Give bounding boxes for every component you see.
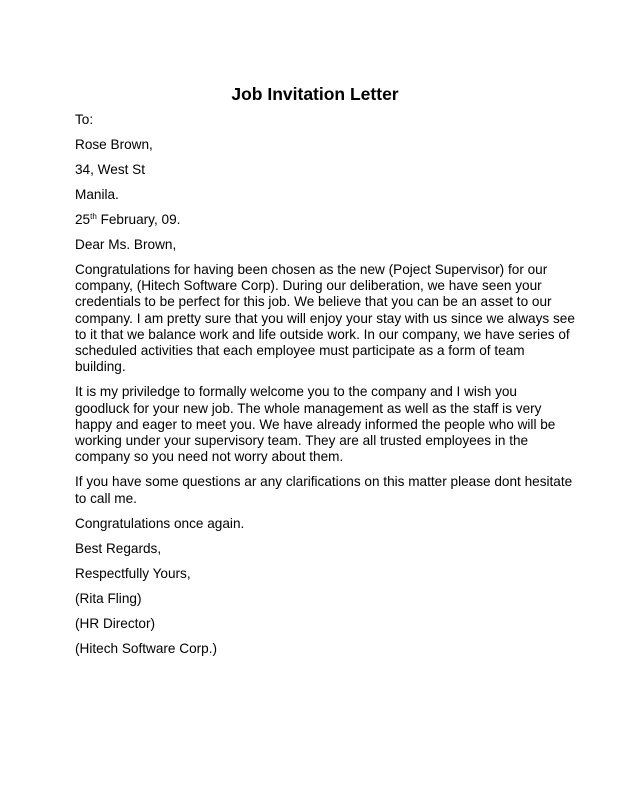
letter-body bbox=[75, 112, 575, 666]
to-label: To: bbox=[75, 112, 94, 127]
letter-date bbox=[75, 212, 575, 228]
date-rest: February, 09. bbox=[96, 212, 181, 227]
sender-title: (HR Director) bbox=[75, 615, 156, 631]
date-suffix: th bbox=[90, 212, 97, 221]
paragraph-congratulations: Congratulations for having been chosen as the new (Poject Supervisor) for our company, (Hitech Software Corp). During our deliberation, we have seen your credentials to be perfect for this job. We believe that you can be an asset to our company. I am pretty sure that you will enjoy your stay with us since we always see to it that we balance work and life outside work. In our company, we have series of scheduled activities that each employee must participate as a form of team building. bbox=[75, 262, 575, 375]
paragraph-welcome: It is my priviledge to formally welcome you to the company and I wish you goodluck for your new job. The whole management as well as the staff is very happy and eager to meet you. We have already informed the people who will be working under your supervisory team. They are all trusted employees in the company so you need not worry about them. bbox=[75, 384, 556, 465]
sender-name: (Rita Fling) bbox=[75, 590, 142, 606]
closing-line: Congratulations once again. bbox=[75, 515, 245, 531]
sender-company: (Hitech Software Corp.) bbox=[75, 640, 218, 656]
recipient-name: Rose Brown, bbox=[75, 137, 153, 152]
best-regards: Best Regards, bbox=[75, 540, 162, 556]
salutation: Dear Ms. Brown, bbox=[75, 237, 177, 252]
letter-title: Job Invitation Letter bbox=[231, 84, 399, 104]
paragraph-questions: If you have some questions ar any clarifications on this matter please dont hesitate to call me. bbox=[75, 474, 573, 506]
address-line-2: Manila. bbox=[75, 187, 119, 202]
sign-off: Respectfully Yours, bbox=[75, 565, 191, 581]
date-day: 25 bbox=[75, 212, 91, 227]
address-line-1: 34, West St bbox=[75, 162, 146, 177]
